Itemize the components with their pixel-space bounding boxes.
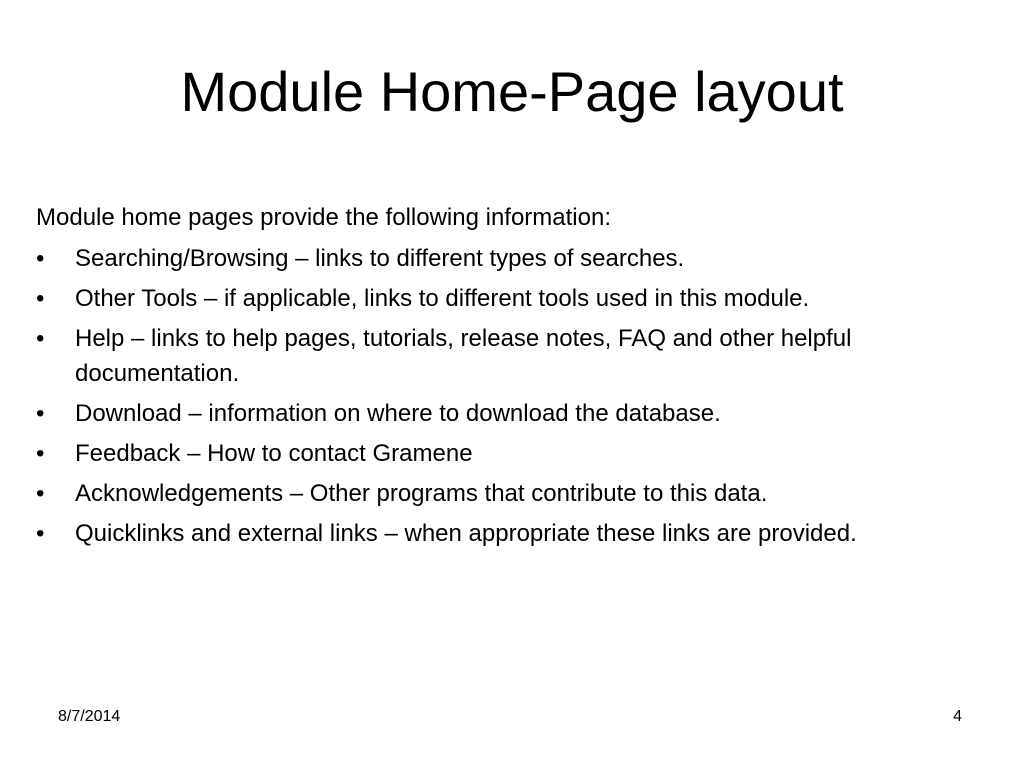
bullet-icon: • xyxy=(36,520,45,547)
intro-text: Module home pages provide the following information: xyxy=(36,204,612,231)
slide-body xyxy=(36,200,1001,556)
bullet-text: Quicklinks and external links – when appropriate these links are provided. xyxy=(75,520,857,547)
bullet-item-help xyxy=(36,321,1001,391)
bullet-icon: • xyxy=(36,325,45,352)
bullet-icon: • xyxy=(36,285,45,312)
bullet-item-download xyxy=(36,396,1001,431)
bullet-icon: • xyxy=(36,245,45,272)
bullet-text: Searching/Browsing – links to different types of searches. xyxy=(75,245,685,272)
bullet-text: Feedback – How to contact Gramene xyxy=(75,440,473,467)
slide-number: 4 xyxy=(953,708,962,725)
bullet-icon: • xyxy=(36,480,45,507)
bullet-text: Download – information on where to download the database. xyxy=(75,400,721,427)
bullet-item-other-tools xyxy=(36,281,1001,316)
bullet-item-searching xyxy=(36,241,1001,276)
bullet-text: Help – links to help pages, tutorials, release notes, FAQ and other helpful documentation. xyxy=(75,325,852,387)
bullet-item-quicklinks xyxy=(36,516,1001,551)
footer-date: 8/7/2014 xyxy=(58,708,121,725)
bullet-text: Other Tools – if applicable, links to different tools used in this module. xyxy=(75,285,810,312)
slide-title: Module Home-Page layout xyxy=(180,60,844,123)
bullet-icon: • xyxy=(36,440,45,467)
bullet-text: Acknowledgements – Other programs that contribute to this data. xyxy=(75,480,768,507)
bullet-item-acknowledgements xyxy=(36,476,1001,511)
bullet-icon: • xyxy=(36,400,45,427)
bullet-item-feedback xyxy=(36,436,1001,471)
bullet-list xyxy=(36,241,1001,551)
